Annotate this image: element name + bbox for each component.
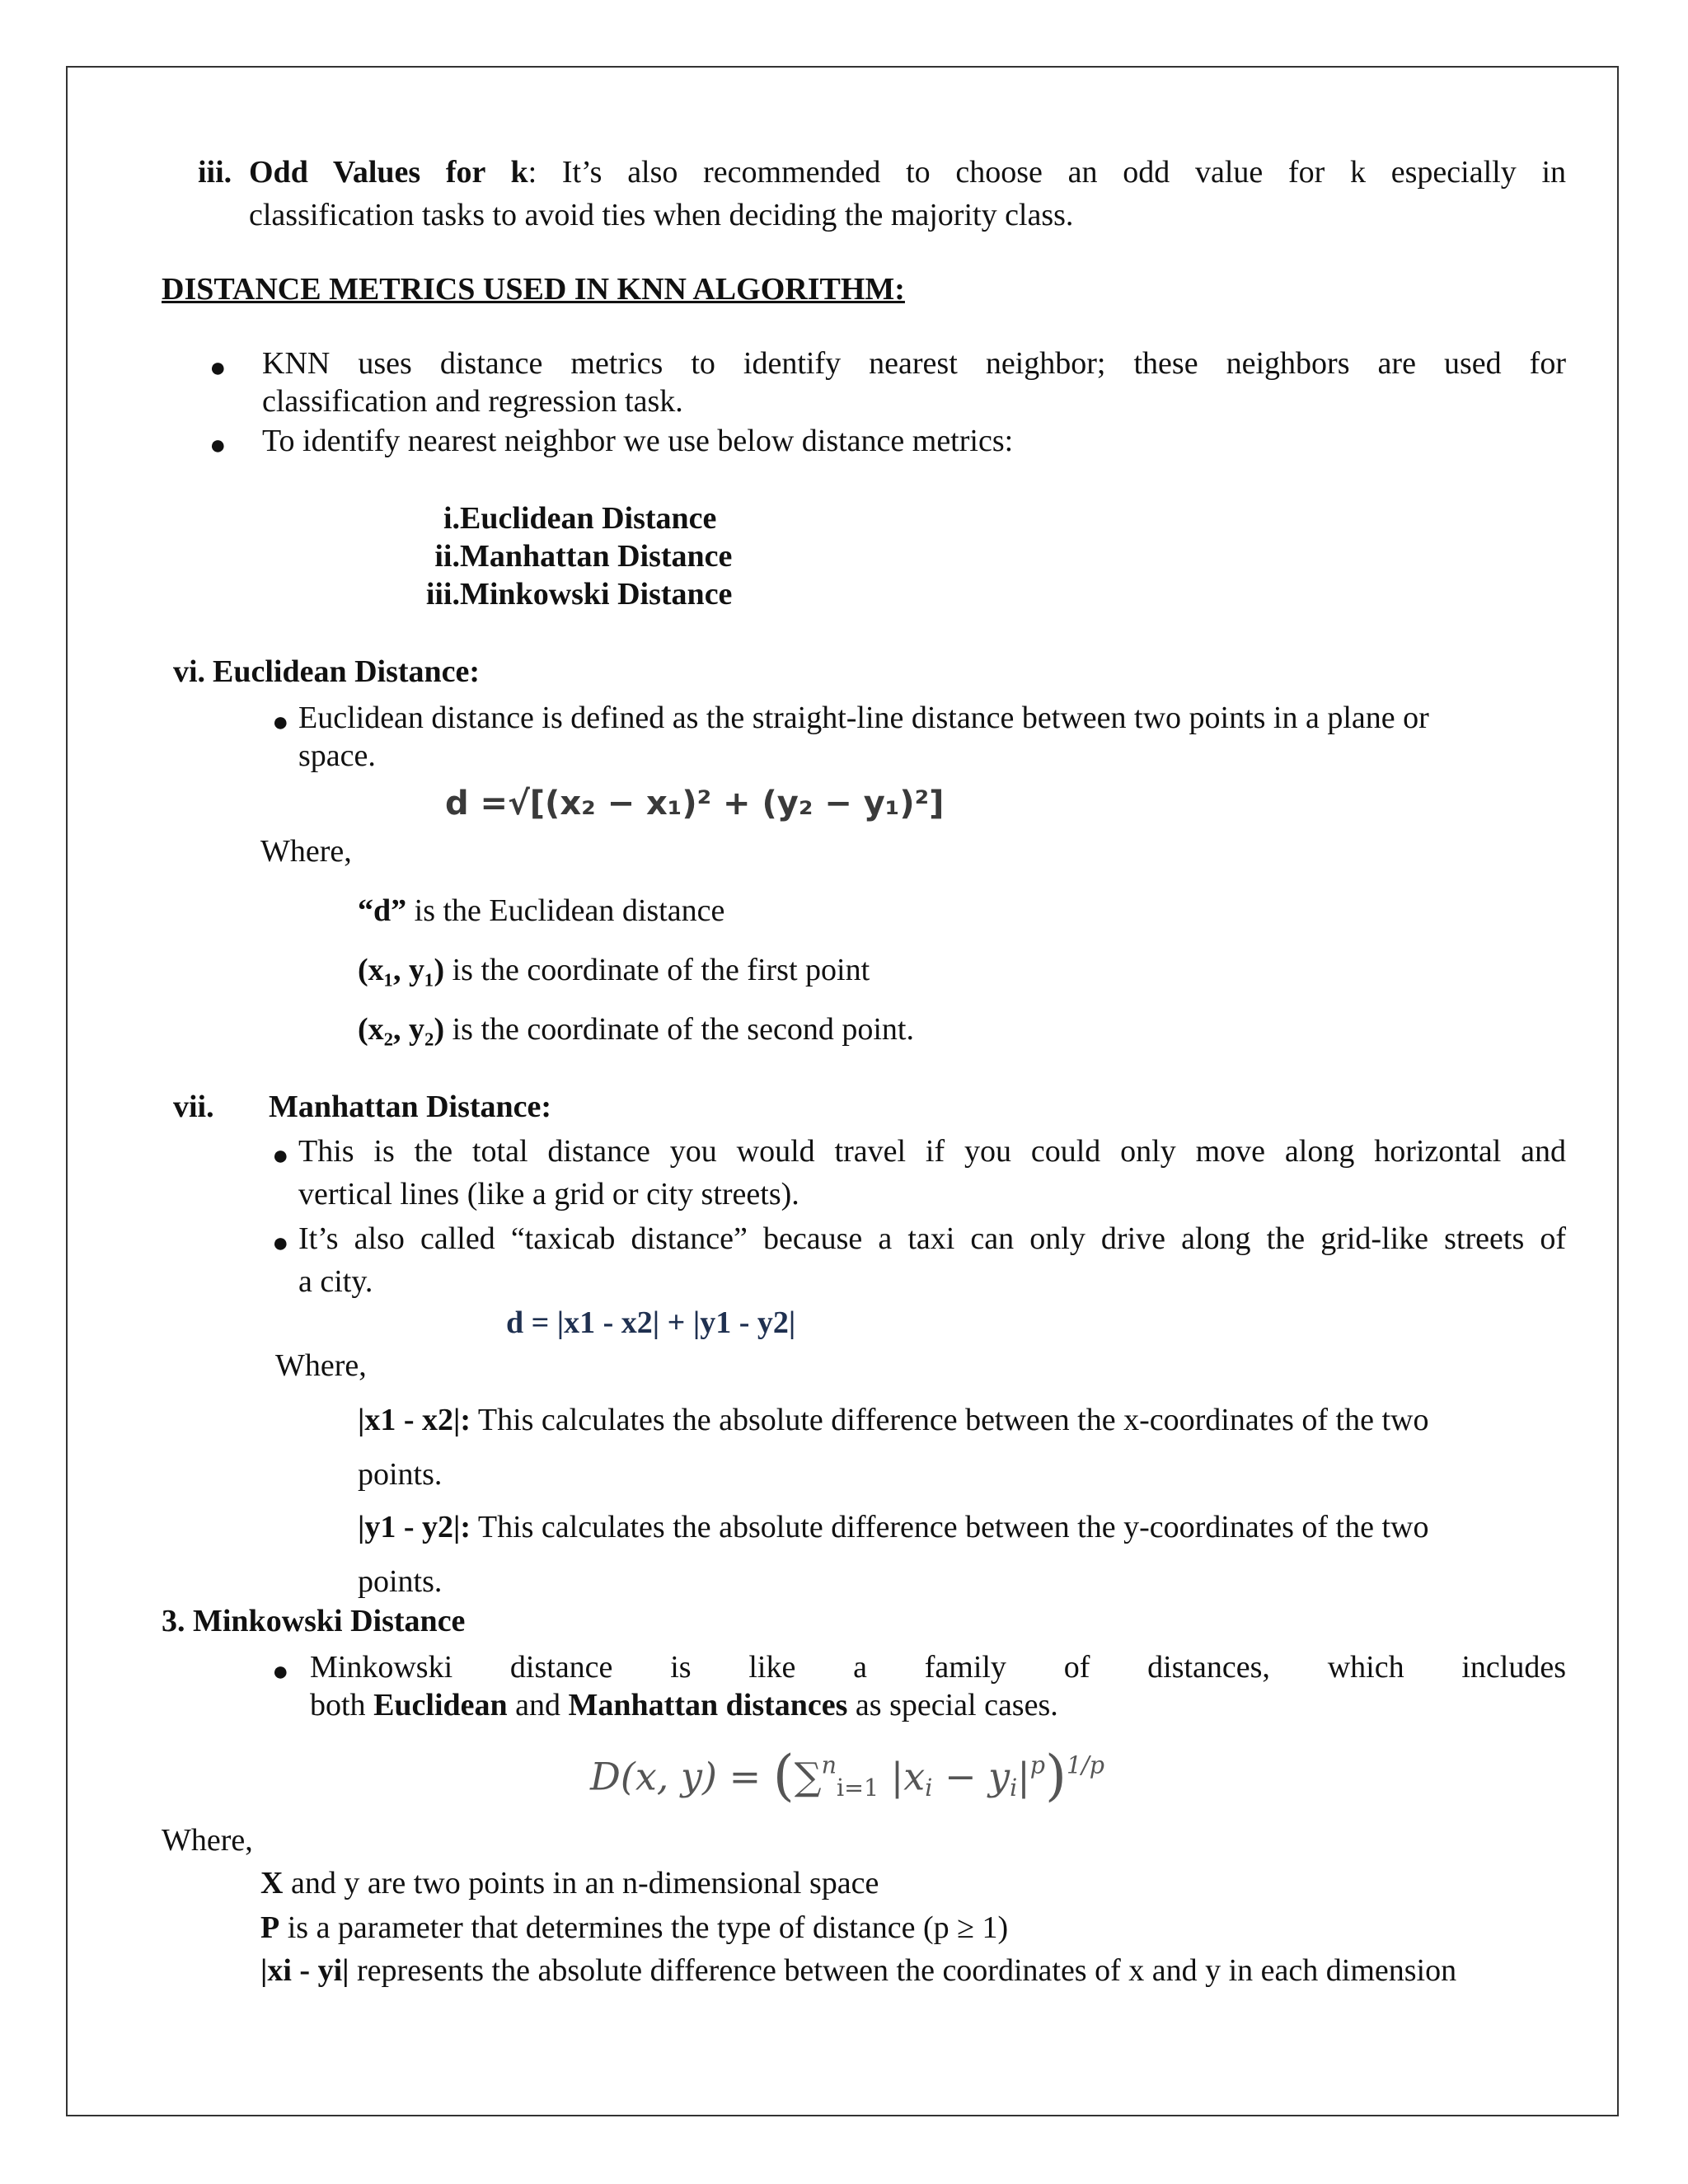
- def-term: P: [260, 1910, 280, 1945]
- index: i: [925, 1774, 933, 1802]
- manhattan-bullet-1-line-2: vertical lines (like a grid or city streets).: [298, 1177, 799, 1212]
- def-text: This calculates the absolute difference between the x-coordinates of the two: [471, 1403, 1429, 1437]
- manhattan-formula: d = |x1 - x2| + |y1 - y2|: [506, 1305, 796, 1340]
- manhattan-title: Manhattan Distance:: [269, 1090, 552, 1124]
- minkowski-def-2: [260, 1910, 1008, 1947]
- euclidean-def-p1: [358, 953, 870, 989]
- manhattan-bullet-2-line-2: a city.: [298, 1264, 373, 1299]
- def-term: |y1 - y2|:: [358, 1510, 471, 1544]
- exponent: 1/p: [1067, 1751, 1105, 1779]
- def-term: |xi - yi|: [260, 1953, 349, 1988]
- formula-body: − y: [932, 1754, 1010, 1799]
- bold-term: Manhattan distances: [568, 1688, 848, 1722]
- odd-values-term: Odd Values for k: [249, 155, 528, 190]
- manhattan-def-2: [358, 1510, 1428, 1546]
- def-text: This calculates the absolute difference between the y-coordinates of the two: [471, 1510, 1429, 1544]
- euclidean-def-d: [358, 893, 724, 930]
- sum-lower: i=1: [836, 1774, 879, 1802]
- formula-body: |: [1017, 1754, 1030, 1799]
- manhattan-bullet-2-line-1: It’s also called “taxicab distance” because a taxi can only drive along the grid-like streets of: [298, 1221, 1566, 1256]
- euclidean-where: Where,: [260, 834, 352, 869]
- bullet-icon: ●: [209, 353, 227, 383]
- minkowski-bullet-line-2: [310, 1688, 1058, 1724]
- metric-marker: i.: [443, 501, 460, 536]
- bullet-icon: ●: [209, 430, 227, 461]
- bold-term: Euclidean: [373, 1688, 508, 1722]
- index: i: [1010, 1774, 1018, 1802]
- def-term: “d”: [358, 893, 407, 928]
- formula-lhs: D(x, y) =: [590, 1754, 773, 1799]
- text: both: [310, 1688, 374, 1722]
- def-term: (x₂, y₂): [358, 1012, 445, 1047]
- def-term: (x₁, y₁): [358, 953, 445, 987]
- section-marker: vii.: [173, 1090, 214, 1124]
- minkowski-def-3: [260, 1953, 1456, 1990]
- section-marker: vi.: [173, 654, 206, 689]
- sum-upper: n: [821, 1751, 837, 1779]
- minkowski-def-1: [260, 1866, 879, 1902]
- power: p: [1029, 1751, 1045, 1779]
- euclidean-def-p2: [358, 1012, 914, 1048]
- section-heading: DISTANCE METRICS USED IN KNN ALGORITHM:: [162, 272, 905, 307]
- bullet-icon: ●: [272, 1141, 289, 1171]
- manhattan-bullet-1-line-1: This is the total distance you would travel if you could only move along horizontal and: [298, 1134, 1566, 1169]
- minkowski-formula: D(x, y) = (∑$^n_{i=1}$ $|x_i - y_i|^p)^{1/p}$: [590, 1743, 1105, 1807]
- manhattan-def-1: [358, 1403, 1428, 1439]
- intro-bullet-1-line-2: classification and regression task.: [262, 384, 683, 419]
- metric-manhattan: Manhattan Distance: [460, 539, 733, 574]
- def-text: is the coordinate of the second point.: [444, 1012, 914, 1047]
- bullet-icon: ●: [272, 1657, 289, 1687]
- def-term: |x1 - x2|:: [358, 1403, 471, 1437]
- euclidean-formula: d =√[(x₂ − x₁)² + (y₂ − y₁)²]: [445, 785, 945, 823]
- metric-marker: iii.: [425, 577, 460, 612]
- euclidean-bullet-line-2: space.: [298, 738, 376, 773]
- euclidean-title: Euclidean Distance:: [213, 654, 481, 689]
- list-marker: iii.: [198, 155, 232, 190]
- sum-symbol: ∑: [794, 1754, 822, 1799]
- def-text: and y are two points in an n-dimensional space: [283, 1866, 879, 1900]
- manhattan-def-1-cont: points.: [358, 1457, 443, 1492]
- manhattan-def-2-cont: points.: [358, 1564, 443, 1599]
- def-term: X: [260, 1866, 284, 1900]
- def-text: is a parameter that determines the type of distance (p ≥ 1): [279, 1910, 1009, 1945]
- bullet-icon: ●: [272, 1228, 289, 1258]
- formula-body: |x: [879, 1754, 926, 1799]
- def-text: is the Euclidean distance: [406, 893, 725, 928]
- text: and: [507, 1688, 569, 1722]
- def-text: is the coordinate of the first point: [444, 953, 870, 987]
- def-text: represents the absolute difference between the coordinates of x and y in each dimension: [349, 1953, 1457, 1988]
- odd-values-line-1: [249, 155, 1566, 191]
- intro-bullet-1-line-1: KNN uses distance metrics to identify nearest neighbor; these neighbors are used for: [262, 346, 1566, 381]
- text: as special cases.: [847, 1688, 1058, 1722]
- metric-euclidean: Euclidean Distance: [460, 501, 717, 536]
- minkowski-title: 3. Minkowski Distance: [162, 1604, 466, 1638]
- minkowski-where: Where,: [162, 1823, 253, 1858]
- minkowski-bullet-line-1: Minkowski distance is like a family of distances, which includes: [310, 1650, 1566, 1685]
- odd-values-line-2: classification tasks to avoid ties when deciding the majority class.: [249, 198, 1074, 232]
- metric-marker: ii.: [434, 539, 460, 574]
- bullet-icon: ●: [272, 707, 289, 738]
- intro-bullet-2: To identify nearest neighbor we use below distance metrics:: [262, 424, 1014, 458]
- metric-minkowski: Minkowski Distance: [460, 577, 733, 612]
- euclidean-bullet-line-1: Euclidean distance is defined as the straight-line distance between two points in a plane or: [298, 701, 1429, 735]
- manhattan-where: Where,: [275, 1348, 367, 1383]
- odd-values-text: : It’s also recommended to choose an odd value for k especially in: [528, 155, 1566, 190]
